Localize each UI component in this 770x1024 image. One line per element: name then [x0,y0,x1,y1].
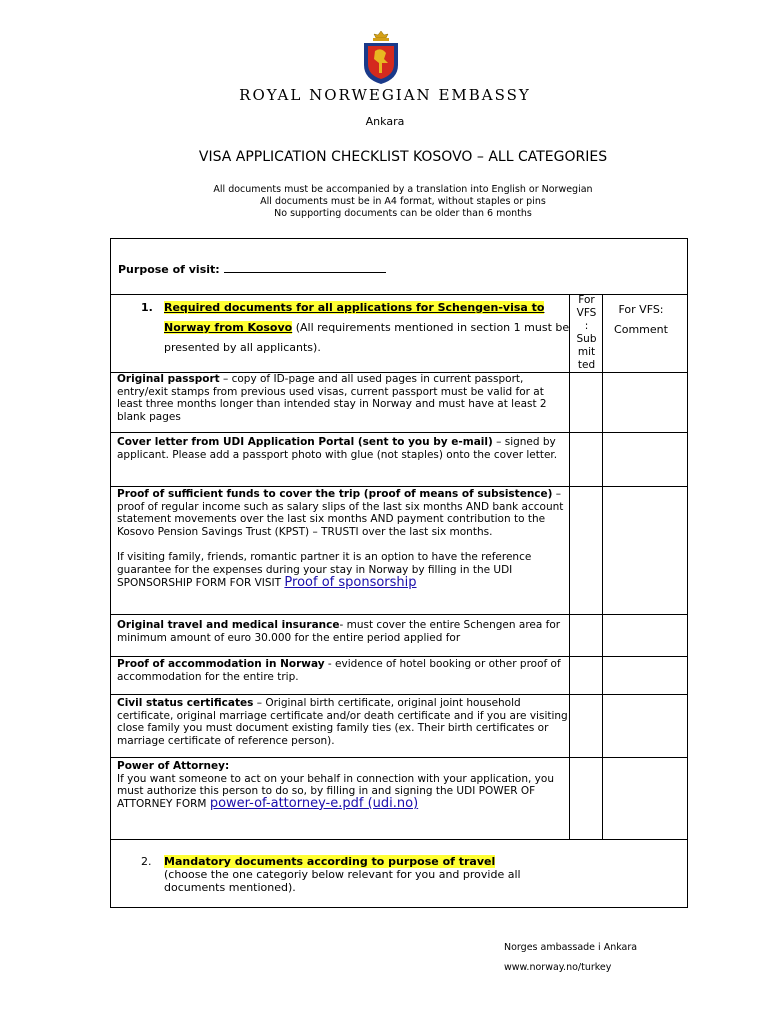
section-title: Required documents for all applications for Schengen-visa to Norway from Kosovo [164,301,545,334]
checklist-row [117,760,569,810]
purpose-label: Purpose of visit: [118,263,220,276]
embassy-crest-logo [360,29,402,85]
row-title: Power of Attorney: [117,760,230,772]
row-extra: If visiting family, friends, romantic partner it is an option to have the reference guarantee for the expenses during your stay in Norway by filling in the UDI SPONSORSHIP FORM FOR VISIT [117,551,532,589]
vfs-header-line: For [578,294,595,306]
row-text: - evidence of hotel booking or other proof of accommodation for the entire trip. [117,658,561,683]
embassy-name: ROYAL NORWEGIAN EMBASSY [239,86,531,104]
power-of-attorney-link[interactable]: power-of-attorney-e.pdf (udi.no) [209,795,419,811]
checklist-row [117,697,569,747]
row-text: – Original birth certificate, original joint household certificate, original marriage certificate and/or death certificate and if you are visiting close family you must document existing family ties (ex. Their birth certificates or marriage certificate of reference person). [117,697,568,747]
checklist-row [117,619,569,644]
note-line: No supporting documents can be older than 6 months [274,207,532,219]
row-title: Proof of sufficient funds to cover the trip (proof of means of subsistence) [117,488,553,500]
vfs-header-line: ted [577,359,596,371]
sponsorship-link[interactable]: Proof of sponsorship [284,574,417,590]
purpose-field[interactable] [224,262,386,273]
comment-header-line: For VFS: [618,303,664,316]
row-title: Original travel and medical insurance [117,619,340,631]
section-note: (choose the one categoriy below relevant for you and provide all documents mentioned). [164,868,521,894]
section-title: Mandatory documents according to purpose of travel [164,855,496,868]
divider [110,656,688,657]
city-name: Ankara [365,115,405,128]
vfs-header-line: : [584,320,589,332]
vfs-header-line: mit [577,346,596,358]
section-note: (All requirements mentioned in section 1 must be presented by all applicants). [164,321,570,354]
vfs-comment-header [605,300,677,340]
section-number: 2. [141,855,152,868]
vfs-submitted-header [572,294,601,372]
row-text: – copy of ID-page and all used pages in current passport, entry/exit stamps from previous used visas, current passport must be valid for at least three months longer than intended stay in Norway and must have at least 2 blank pages [117,373,547,423]
page-title: VISA APPLICATION CHECKLIST KOSOVO – ALL CATEGORIES [198,149,608,165]
divider [110,432,688,433]
row-text: – signed by applicant. Please add a passport photo with glue (not staples) onto the cover letter. [117,436,558,461]
section-1-heading [141,298,571,358]
row-text: - must cover the entire Schengen area for minimum amount of euro 30.000 for the entire period applied for [117,619,561,644]
checklist-row [117,373,569,423]
divider [110,694,688,695]
row-title: Proof of accommodation in Norway [117,658,325,670]
purpose-of-visit [118,262,386,276]
footer-url[interactable]: www.norway.no/turkey [504,962,612,973]
checklist-row [117,436,569,461]
checklist-row [117,658,569,683]
requirements-notes [0,184,770,219]
divider [110,839,688,840]
vfs-header-line: VFS [576,307,597,319]
row-title: Cover letter from UDI Application Portal (sent to you by e-mail) [117,436,493,448]
section-2-heading [141,855,561,894]
note-line: All documents must be accompanied by a translation into English or Norwegian [213,184,593,195]
section-number: 1. [141,301,153,314]
row-title: Civil status certificates [117,697,254,709]
footer-line: Norges ambassade i Ankara [504,942,638,953]
note-line: All documents must be in A4 format, without staples or pins [260,195,546,207]
divider [110,614,688,615]
divider [110,486,688,487]
row-title: Original passport [117,373,220,385]
row-text: – proof of regular income such as salary slips of the last six months AND bank account statement movements over the last six months AND payment contribution to the Kosovo Pension Savings Trust (KPST) – TRUSTI over the last six months. [117,488,564,538]
row-text: If you want someone to act on your behalf in connection with your application, you must authorize this person to do so, by filling in and signing the UDI POWER OF ATTORNEY FORM [117,772,554,810]
checklist-row [117,488,569,589]
divider [110,757,688,758]
vfs-header-line: Sub [576,333,597,345]
comment-header-line: Comment [614,323,668,336]
